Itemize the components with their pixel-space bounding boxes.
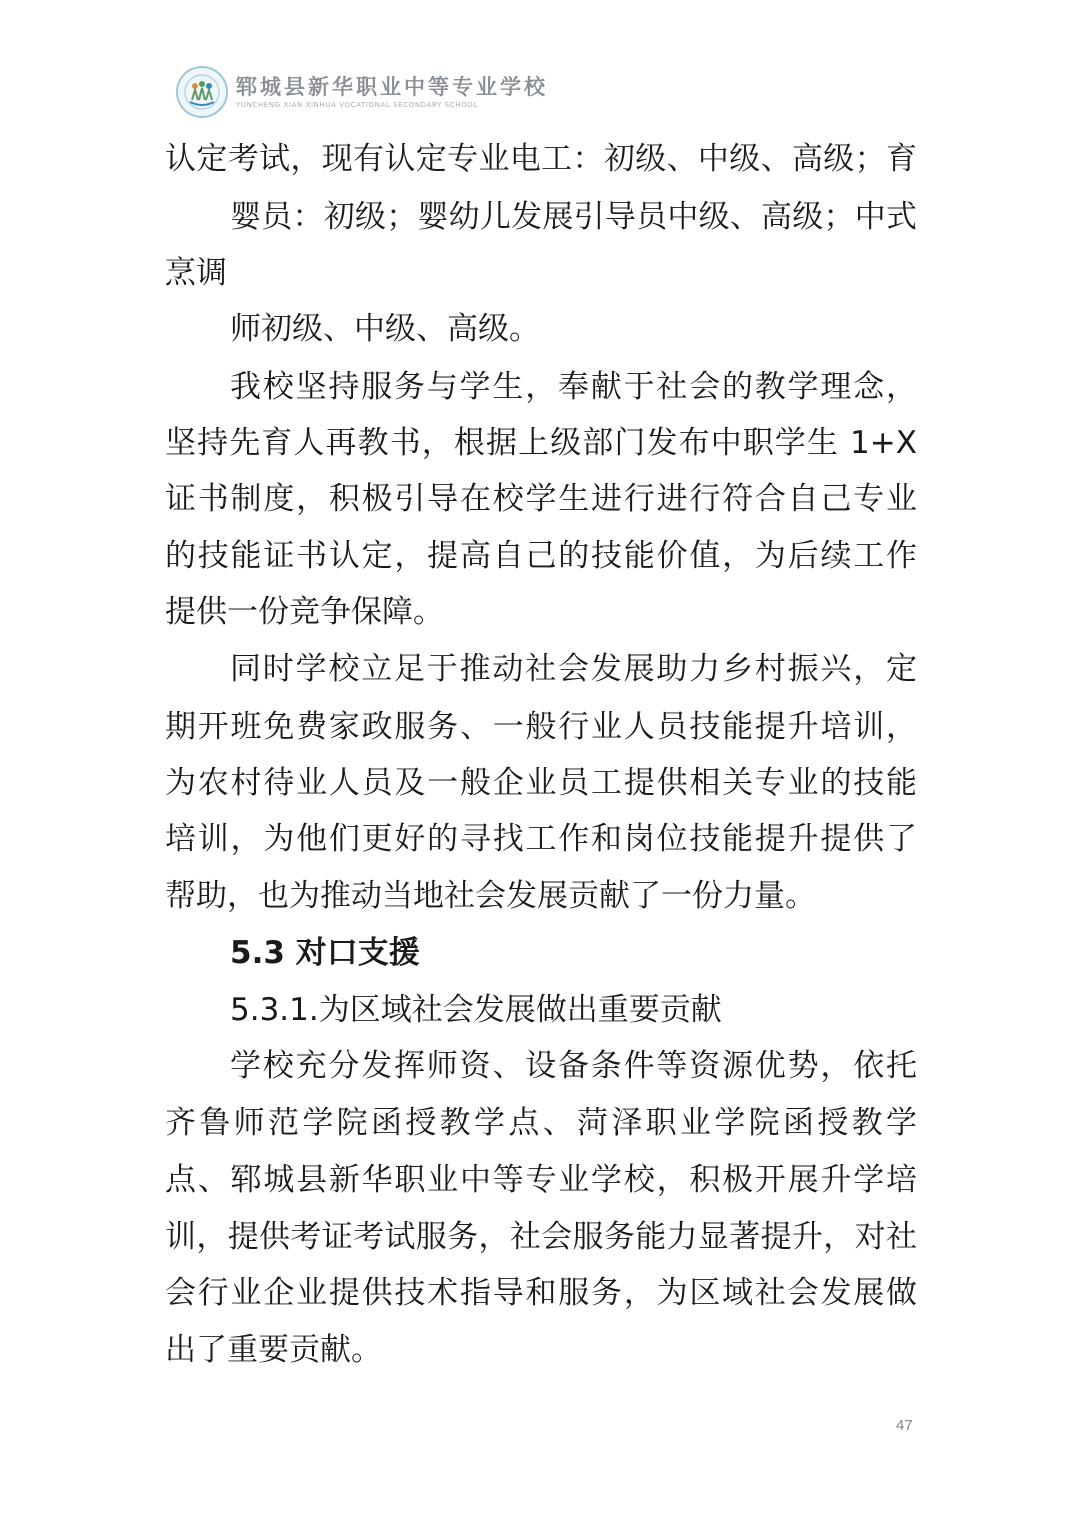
body-line: 坚持先育人再教书，根据上级部门发布中职学生 1+X [165,425,917,461]
school-name-english: YUNCHENG XIAN XINHUA VOCATIONAL SECONDARY SCHOOL [236,101,478,109]
school-logo-icon [176,66,228,118]
school-name: 郓城县新华职业中等专业学校 [236,74,548,99]
section-heading: 5.3 对口支援 [230,935,420,971]
body-line: 训，提供考证考试服务，社会服务能力显著提升，对社 [165,1219,917,1255]
body-line: 为农村待业人员及一般企业员工提供相关专业的技能 [165,765,917,801]
body-line: 提供一份竞争保障。 [165,594,444,630]
body-line: 帮助，也为推动当地社会发展贡献了一份力量。 [165,878,816,914]
body-line: 婴员：初级；婴幼儿发展引导员中级、高级；中式 [230,199,917,235]
body-line: 同时学校立足于推动社会发展助力乡村振兴，定 [230,651,917,687]
page-header [176,64,548,120]
page-number: 47 [896,1417,913,1434]
body-line: 会行业企业提供技术指导和服务，为区域社会发展做 [165,1275,917,1311]
body-line: 证书制度，积极引导在校学生进行进行符合自己专业 [165,481,917,517]
body-line: 烹调 [165,255,227,291]
body-line: 我校坚持服务与学生，奉献于社会的教学理念， [230,369,917,405]
body-line: 师初级、中级、高级。 [230,311,540,347]
body-line: 出了重要贡献。 [165,1332,382,1368]
body-line: 点、郓城县新华职业中等专业学校，积极开展升学培 [165,1162,917,1198]
body-line: 齐鲁师范学院函授教学点、菏泽职业学院函授教学 [165,1105,917,1141]
body-line: 的技能证书认定，提高自己的技能价值，为后续工作 [165,538,917,574]
body-line: 期开班免费家政服务、一般行业人员技能提升培训， [165,709,917,745]
body-line: 认定考试，现有认定专业电工：初级、中级、高级；育 [165,141,917,177]
body-line: 学校充分发挥师资、设备条件等资源优势，依托 [230,1048,917,1084]
subsection-heading: 5.3.1.为区域社会发展做出重要贡献 [230,992,722,1028]
body-line: 培训，为他们更好的寻找工作和岗位技能提升提供了 [165,821,917,857]
